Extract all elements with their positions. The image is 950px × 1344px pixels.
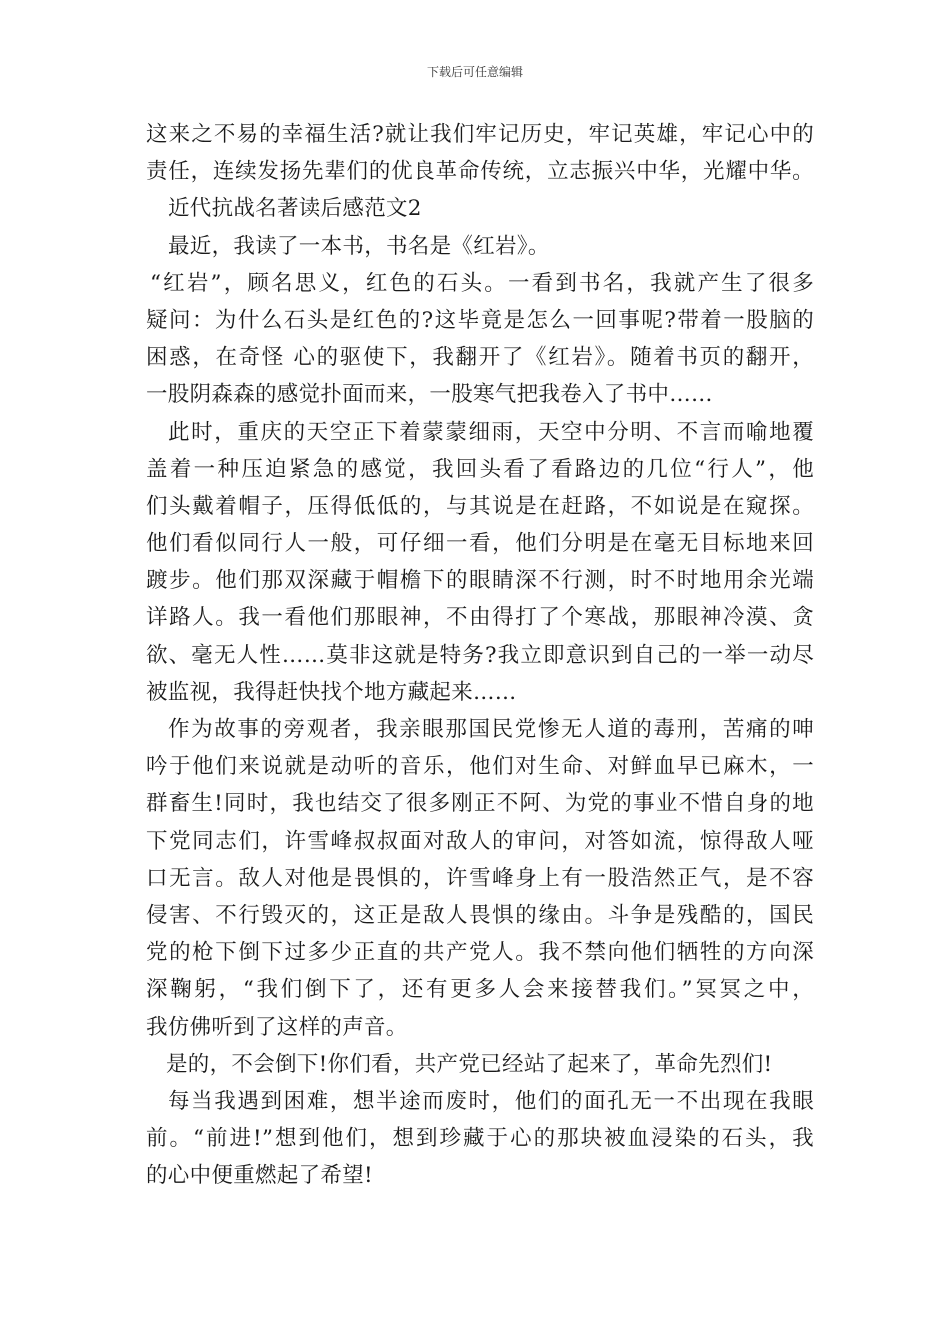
text-line: 每当我遇到困难，想半途而废时，他们的面孔无一不出现在我眼 bbox=[168, 1088, 814, 1114]
page-header: 下载后可任意编辑 bbox=[426, 65, 523, 79]
document-body bbox=[146, 116, 814, 1194]
text-line: 他们看似同行人一般，可仔细一看，他们分明是在毫无目标地来回 bbox=[146, 531, 814, 557]
text-line: 最近，我读了一本书，书名是《红岩》。 bbox=[168, 233, 550, 259]
text-line: 近代抗战名著读后感范文2 bbox=[168, 196, 422, 222]
text-line: 一股阴森森的感觉扑面而来，一股寒气把我卷入了书中…… bbox=[146, 382, 713, 408]
text-line: 口无言。敌人对他是畏惧的，许雪峰身上有一股浩然正气，是不容 bbox=[146, 865, 814, 891]
text-line: 群畜生!同时，我也结交了很多刚正不阿、为党的事业不惜自身的地 bbox=[146, 791, 814, 817]
text-line: 被监视，我得赶快找个地方藏起来…… bbox=[146, 679, 517, 705]
text-line: 前。“前进!”想到他们，想到珍藏于心的那块被血浸染的石头，我 bbox=[146, 1126, 814, 1152]
text-line: 困惑，在奇怪 心的驱使下，我翻开了《红岩》。随着书页的翻开， bbox=[146, 345, 814, 371]
text-line: 这来之不易的幸福生活?就让我们牢记历史，牢记英雄，牢记心中的 bbox=[146, 122, 814, 147]
text-line: 侵害、不行毁灭的，这正是敌人畏惧的缘由。斗争是残酷的，国民 bbox=[146, 902, 814, 928]
text-line: 下党同志们，许雪峰叔叔面对敌人的审问，对答如流，惊得敌人哑 bbox=[146, 828, 814, 854]
text-line: “红岩”，顾名思义，红色的石头。一看到书名，我就产生了很多 bbox=[150, 270, 814, 296]
text-line: 盖着一种压迫紧急的感觉，我回头看了看路边的几位“行人”，他 bbox=[146, 456, 814, 482]
text-line: 作为故事的旁观者，我亲眼那国民党惨无人道的毒刑，苦痛的呻 bbox=[168, 717, 814, 742]
text-line: 疑问：为什么石头是红色的?这毕竟是怎么一回事呢?带着一股脑的 bbox=[146, 307, 814, 333]
text-line: 踱步。他们那双深藏于帽檐下的眼睛深不行测，时不时地用余光端 bbox=[146, 568, 814, 594]
text-line: 我仿佛听到了这样的声音。 bbox=[146, 1014, 408, 1040]
text-line: 此时，重庆的天空正下着蒙蒙细雨，天空中分明、不言而喻地覆 bbox=[168, 419, 814, 445]
text-line: 深鞠躬，“我们倒下了，还有更多人会来接替我们。”冥冥之中， bbox=[146, 977, 814, 1003]
text-line: 们头戴着帽子，压得低低的，与其说是在赶路，不如说是在窥探。 bbox=[146, 493, 814, 519]
text-line: 欲、毫无人性……莫非这就是特务?我立即意识到自己的一举一动尽 bbox=[146, 642, 814, 668]
text-line: 党的枪下倒下过多少正直的共产党人。我不禁向他们牺牲的方向深 bbox=[146, 940, 814, 966]
text-line: 吟于他们来说就是动听的音乐，他们对生命、对鲜血早已麻木，一 bbox=[146, 754, 814, 780]
text-line: 是的，不会倒下!你们看，共产党已经站了起来了，革命先烈们! bbox=[166, 1051, 773, 1077]
text-line: 的心中便重燃起了希望! bbox=[146, 1163, 373, 1189]
text-line: 详路人。我一看他们那眼神，不由得打了个寒战，那眼神冷漠、贪 bbox=[146, 605, 814, 631]
text-line: 责任，连续发扬先辈们的优良革命传统，立志振兴中华，光耀中华。 bbox=[146, 159, 814, 185]
